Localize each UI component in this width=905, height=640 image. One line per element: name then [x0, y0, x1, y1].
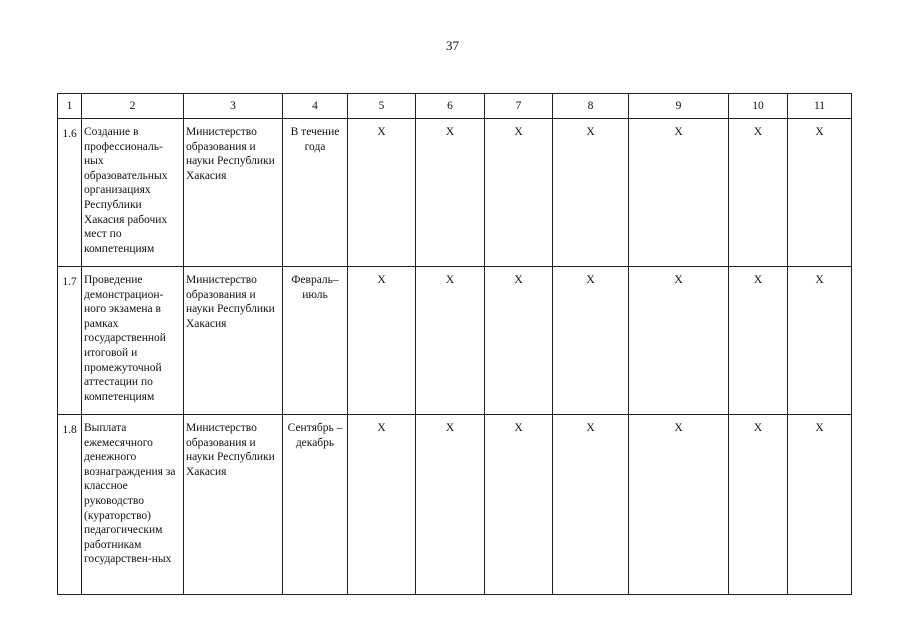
mark-cell: X — [553, 415, 629, 595]
row-number: 1.8 — [58, 415, 82, 595]
mark-cell: X — [788, 119, 852, 267]
page-number: 37 — [446, 38, 459, 53]
executor: Министерство образования и науки Республики Хакасия — [184, 119, 283, 267]
header-cell: 7 — [485, 94, 553, 119]
executor: Министерство образования и науки Республики Хакасия — [184, 415, 283, 595]
header-cell: 1 — [58, 94, 82, 119]
mark-cell: X — [485, 415, 553, 595]
mark-cell: X — [553, 119, 629, 267]
mark-cell: X — [553, 267, 629, 415]
header-cell: 8 — [553, 94, 629, 119]
mark-cell: X — [416, 119, 485, 267]
mark-cell: X — [629, 119, 729, 267]
header-cell: 10 — [729, 94, 788, 119]
row-number: 1.7 — [58, 267, 82, 415]
header-cell: 4 — [283, 94, 348, 119]
mark-cell: X — [629, 267, 729, 415]
mark-cell: X — [729, 267, 788, 415]
header-cell: 5 — [348, 94, 416, 119]
mark-cell: X — [416, 415, 485, 595]
term: Февраль–июль — [283, 267, 348, 415]
header-cell: 11 — [788, 94, 852, 119]
header-cell: 6 — [416, 94, 485, 119]
header-cell: 3 — [184, 94, 283, 119]
mark-cell: X — [788, 415, 852, 595]
term: В течение года — [283, 119, 348, 267]
header-cell: 2 — [82, 94, 184, 119]
activity-name: Создание в профессиональ-ных образовательных организациях Республики Хакасия рабочих мест по компетенциям — [82, 119, 184, 267]
plan-table — [57, 93, 852, 595]
term: Сентябрь – декабрь — [283, 415, 348, 595]
activity-name: Проведение демонстрацион-ного экзамена в рамках государственной итоговой и промежуточной аттестации по компетенциям — [82, 267, 184, 415]
mark-cell: X — [416, 267, 485, 415]
header-cell: 9 — [629, 94, 729, 119]
table-row — [58, 415, 852, 595]
row-number: 1.6 — [58, 119, 82, 267]
mark-cell: X — [348, 119, 416, 267]
table-row — [58, 267, 852, 415]
mark-cell: X — [348, 267, 416, 415]
mark-cell: X — [348, 415, 416, 595]
mark-cell: X — [729, 415, 788, 595]
mark-cell: X — [629, 415, 729, 595]
table-row — [58, 119, 852, 267]
mark-cell: X — [485, 119, 553, 267]
mark-cell: X — [729, 119, 788, 267]
table-header-row — [58, 94, 852, 119]
activity-name: Выплата ежемесячного денежного вознаграждения за классное руководство (кураторство) педагогическим работникам государствен-ных — [82, 415, 184, 595]
mark-cell: X — [788, 267, 852, 415]
mark-cell: X — [485, 267, 553, 415]
executor: Министерство образования и науки Республики Хакасия — [184, 267, 283, 415]
